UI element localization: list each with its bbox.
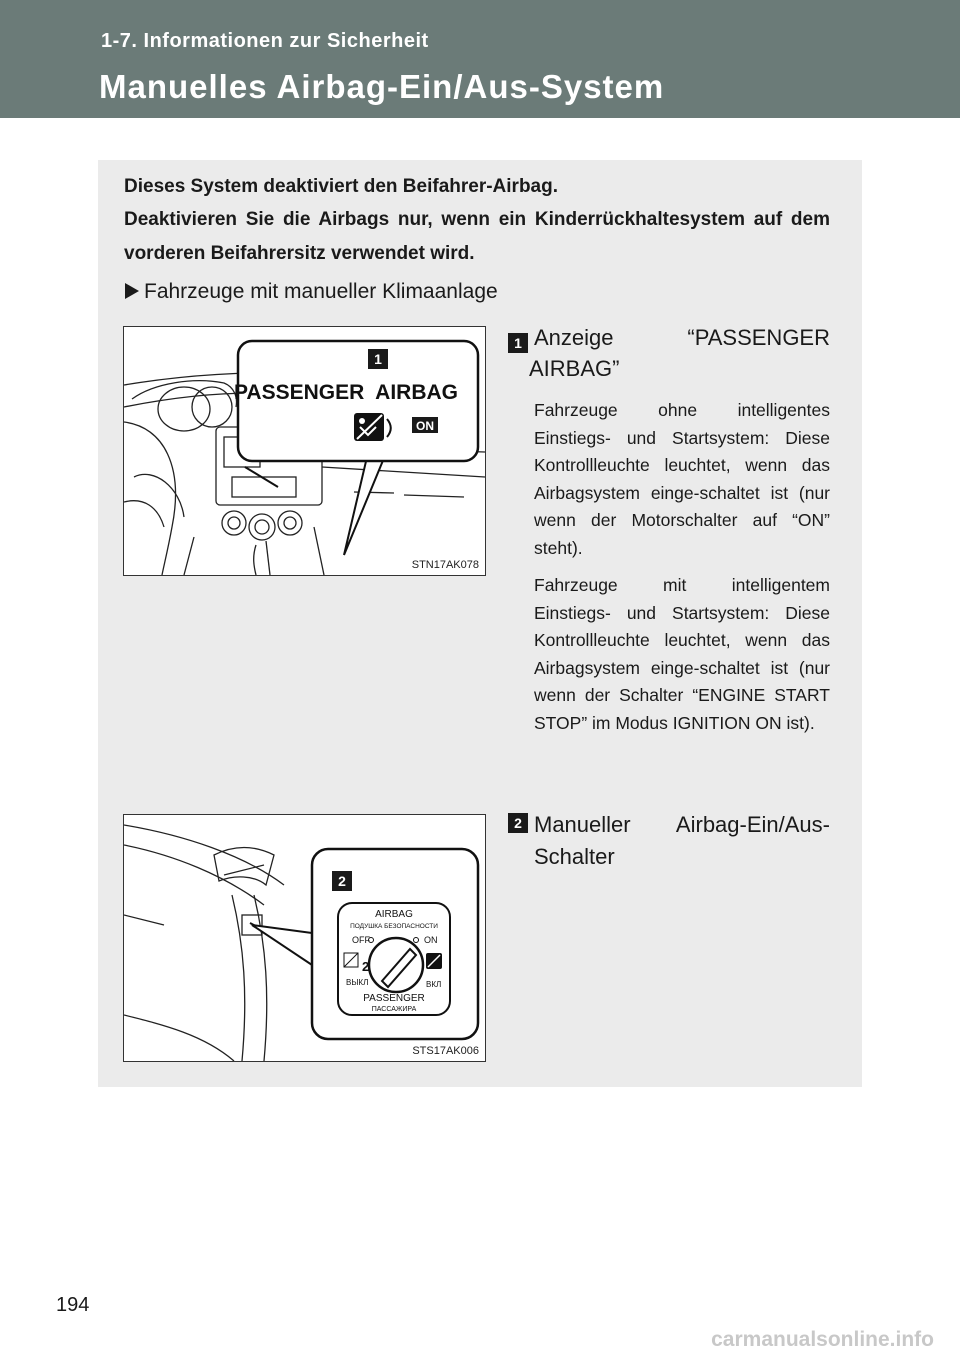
- header-bar: [0, 0, 960, 118]
- item-number-1: 1: [508, 333, 528, 353]
- watermark: carmanualsonline.info: [711, 1328, 934, 1351]
- page-number: 194: [56, 1294, 90, 1316]
- figure-passenger-airbag-indicator: [123, 326, 486, 576]
- passenger-label: PASSENGER: [363, 993, 425, 1004]
- section-heading: 1-7. Informationen zur Sicherheit: [101, 30, 429, 52]
- switch-title: AIRBAG: [375, 909, 413, 920]
- item-1-heading-line2: AIRBAG”: [529, 356, 620, 381]
- switch-title-ru: ПОДУШКА БЕЗОПАСНОСТИ: [350, 923, 438, 930]
- on-ru-label: ВКЛ: [426, 980, 442, 989]
- intro-line-1: Dieses System deaktiviert den Beifahrer-Airbag.: [124, 176, 559, 197]
- figure-code: STS17AK006: [412, 1045, 479, 1057]
- off-ru-label: ВЫКЛ: [346, 978, 369, 987]
- item-1-paragraph-1: Fahrzeuge ohne intelligentes Einstiegs- und Startsystem: Diese Kontrollleuchte leuchtet, wenn das Airbagsystem einge-schaltet ist (nur wenn der Motorschalter auf “ON” steht).: [534, 400, 830, 558]
- item-1-paragraph-2: Fahrzeuge mit intelligentem Einstiegs- und Startsystem: Diese Kontrollleuchte leuchtet, wenn das Airbagsystem einge-schaltet ist (nur wenn der Schalter “ENGINE START STOP” im Modus IGNITION ON ist).: [534, 575, 830, 733]
- passenger-airbag-label: PASSENGER AIRBAG: [233, 381, 459, 404]
- page-title: Manuelles Airbag-Ein/Aus-System: [99, 68, 665, 105]
- item-1-heading-line1: Anzeige “PASSENGER: [534, 325, 830, 350]
- num-2-label: 2: [362, 959, 370, 974]
- subheading-text: Fahrzeuge mit manueller Klimaanlage: [144, 280, 498, 303]
- callout-number-1: 1: [374, 351, 382, 367]
- triangle-bullet-icon: [125, 283, 139, 299]
- item-number-2: 2: [508, 813, 528, 833]
- item-2-heading-line1: Manueller Airbag-Ein/Aus-: [534, 812, 830, 837]
- on-label: ON: [424, 935, 438, 945]
- on-badge-text: ON: [416, 419, 434, 433]
- airbag-off-icon: [354, 413, 384, 441]
- item-2-heading-line2: Schalter: [534, 844, 615, 869]
- off-label: OFF: [352, 935, 370, 945]
- glovebox-illustration: [124, 815, 485, 1061]
- airbag-on-small-icon: [426, 953, 442, 969]
- figure-code: STN17AK078: [411, 559, 479, 571]
- passenger-ru-label: ПАССАЖИРА: [371, 1006, 417, 1013]
- figure-airbag-switch: [123, 814, 486, 1062]
- dashboard-illustration: [124, 327, 485, 575]
- callout-number-2: 2: [338, 873, 346, 889]
- intro-line-2: Deaktivieren Sie die Airbags nur, wenn ein Kinderrückhaltesystem auf dem vorderen Beifahrersitz verwendet wird.: [124, 209, 830, 264]
- subheading: [125, 280, 498, 304]
